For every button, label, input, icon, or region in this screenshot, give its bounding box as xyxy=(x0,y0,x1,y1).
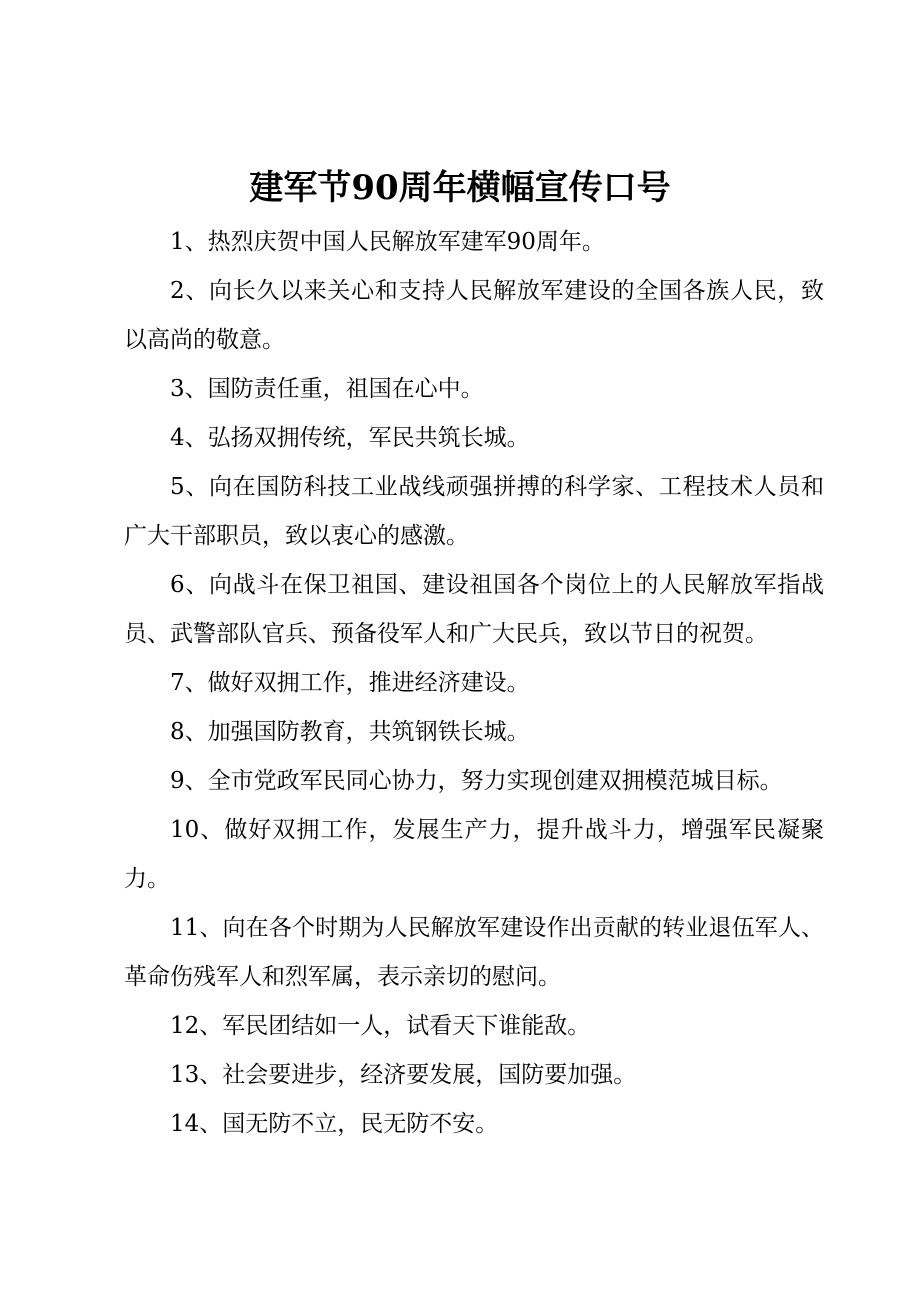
slogan-item-7: 7、做好双拥工作，推进经济建设。 xyxy=(170,670,530,696)
slogan-item-14: 14、国无防不立，民无防不安。 xyxy=(170,1111,499,1137)
document-title: 建军节90周年横幅宣传口号 xyxy=(249,168,671,208)
slogan-item-3: 3、国防责任重，祖国在心中。 xyxy=(170,376,484,402)
slogan-item-13: 13、社会要进步，经济要发展，国防要加强。 xyxy=(170,1062,637,1088)
slogan-item-11: 11、向在各个时期为人民解放军建设作出贡献的转业退伍军人、革命伤残军人和烈军属，表示亲切的慰问。 xyxy=(124,915,824,990)
slogan-item-1: 1、热烈庆贺中国人民解放军建军90周年。 xyxy=(170,229,605,255)
slogan-item-2: 2、向长久以来关心和支持人民解放军建设的全国各族人民，致以高尚的敬意。 xyxy=(124,278,824,353)
slogan-item-12: 12、军民团结如一人，试看天下谁能敌。 xyxy=(170,1013,591,1039)
slogan-item-9: 9、全市党政军民同心协力，努力实现创建双拥模范城目标。 xyxy=(170,768,783,794)
slogan-item-10: 10、做好双拥工作，发展生产力，提升战斗力，增强军民凝聚力。 xyxy=(124,817,824,892)
slogan-item-5: 5、向在国防科技工业战线顽强拼搏的科学家、工程技术人员和广大干部职员，致以衷心的感激。 xyxy=(124,474,824,549)
slogan-item-4: 4、弘扬双拥传统，军民共筑长城。 xyxy=(170,425,530,451)
slogan-item-8: 8、加强国防教育，共筑钢铁长城。 xyxy=(170,719,530,745)
slogan-item-6: 6、向战斗在保卫祖国、建设祖国各个岗位上的人民解放军指战员、武警部队官兵、预备役军人和广大民兵，致以节日的祝贺。 xyxy=(124,572,824,647)
slogan-list xyxy=(124,218,824,1149)
